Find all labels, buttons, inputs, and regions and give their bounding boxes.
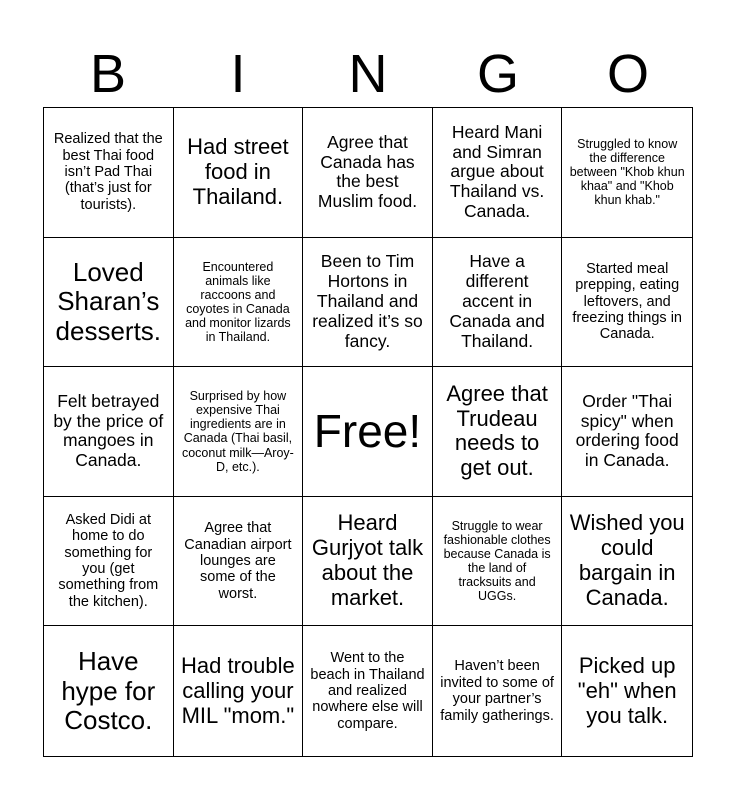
bingo-cell-b2[interactable]: Loved Sharan’s desserts. — [44, 238, 174, 368]
bingo-board — [43, 107, 693, 757]
bingo-cell-i1[interactable]: Had street food in Thailand. — [174, 108, 304, 238]
bingo-header — [43, 40, 693, 108]
bingo-cell-n2[interactable]: Been to Tim Hortons in Thailand and realized it’s so fancy. — [303, 238, 433, 368]
bingo-cell-o5[interactable]: Picked up "eh" when you talk. — [577, 652, 677, 728]
bingo-cell-n5[interactable]: Went to the beach in Thailand and realized nowhere else will compare. — [303, 626, 433, 756]
bingo-cell-b5[interactable]: Have hype for Costco. — [44, 626, 174, 756]
bingo-cell-n4[interactable]: Heard Gurjyot talk about the market. — [303, 497, 433, 627]
header-letter-o: O — [606, 44, 649, 104]
bingo-cell-g2[interactable]: Have a different accent in Canada and Thailand. — [433, 238, 563, 368]
bingo-cell-g5[interactable]: Haven’t been invited to some of your partner’s family gatherings. — [433, 626, 563, 756]
bingo-cell-b1[interactable]: Realized that the best Thai food isn’t Pad Thai (that’s just for tourists). — [44, 108, 174, 238]
bingo-cell-n1[interactable]: Agree that Canada has the best Muslim food. — [303, 108, 433, 238]
bingo-cell-o1[interactable]: Struggled to know the difference between "Khob khun khaa" and "Khob khun khab." — [562, 108, 692, 238]
header-letter-g: G — [476, 44, 519, 104]
bingo-cell-b4[interactable]: Asked Didi at home to do something for you (get something from the kitchen). — [44, 497, 174, 627]
bingo-cell-i5[interactable]: Had trouble calling your MIL "mom." — [174, 626, 304, 756]
bingo-cell-b3[interactable]: Felt betrayed by the price of mangoes in Canada. — [44, 367, 174, 497]
bingo-cell-o4[interactable]: Wished you could bargain in Canada. — [562, 497, 692, 627]
bingo-cell-o3[interactable]: Order "Thai spicy" when ordering food in Canada. — [562, 367, 692, 497]
bingo-cell-g4[interactable]: Struggle to wear fashionable clothes because Canada is the land of tracksuits and UGGs. — [433, 497, 563, 627]
bingo-cell-i2[interactable]: Encountered animals like raccoons and coyotes in Canada and monitor lizards in Thailand. — [174, 238, 304, 368]
bingo-cell-i3[interactable]: Surprised by how expensive Thai ingredients are in Canada (Thai basil, coconut milk—Aroy-D, etc.). — [174, 367, 304, 497]
header-letter-i: I — [230, 44, 246, 104]
bingo-cell-free[interactable]: Free! — [303, 367, 433, 497]
header-letter-b: B — [89, 44, 127, 104]
header-letter-n: N — [348, 44, 388, 104]
bingo-cell-g1[interactable]: Heard Mani and Simran argue about Thailand vs. Canada. — [433, 108, 563, 238]
bingo-cell-i4[interactable]: Agree that Canadian airport lounges are some of the worst. — [174, 497, 304, 627]
bingo-cell-g3[interactable]: Agree that Trudeau needs to get out. — [433, 367, 563, 497]
bingo-cell-o2[interactable]: Started meal prepping, eating leftovers, and freezing things in Canada. — [562, 238, 692, 368]
